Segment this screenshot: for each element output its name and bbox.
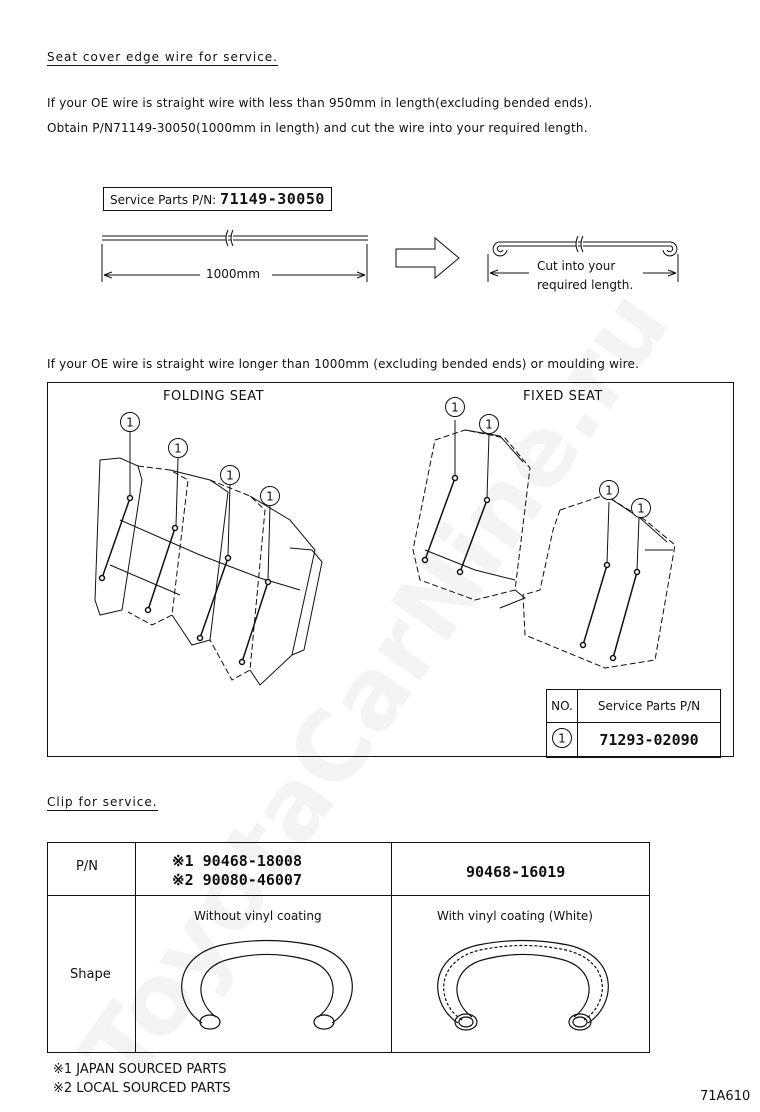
svg-text:1: 1 [637,501,645,516]
paragraph-obtain-part: Obtain P/N71149-30050(1000mm in length) and cut the wire into your required length. [47,121,588,135]
clip-pn-header: P/N [76,859,98,874]
svg-text:1: 1 [226,468,234,483]
section-heading-clip: Clip for service. [47,795,158,809]
clip-uncoated-illustration [172,935,362,1041]
clip-part-number-local: ※2 90080-46007 [172,871,302,889]
callout-1-icon [551,727,573,749]
footnote-local: ※2 LOCAL SOURCED PARTS [53,1081,231,1096]
fixed-seat-illustration [405,417,695,680]
svg-text:1: 1 [558,731,566,746]
clip-part-number-coated: 90468-16019 [466,863,566,881]
fixed-seat-label: FIXED SEAT [523,389,603,404]
length-label: 1000mm [206,267,260,281]
callout-1-icon [119,411,141,433]
clip-shape-header: Shape [70,967,111,982]
svg-text:1: 1 [451,400,459,415]
cut-note-line1: Cut into your [537,259,616,273]
callout-1-icon [598,479,620,501]
callout-1-icon [219,464,241,486]
clip-table [47,842,650,1053]
clip-coated-illustration [428,935,618,1041]
paragraph-long-wire: If your OE wire is straight wire longer than 1000mm (excluding bended ends) or moulding wire. [47,357,640,371]
service-part-number: 71149-30050 [220,190,325,208]
service-part-label: Service Parts P/N: [110,193,217,207]
section-heading-edge-wire: Seat cover edge wire for service. [47,50,278,64]
cut-note-line2: required length. [537,278,634,292]
folding-seat-label: FOLDING SEAT [163,389,265,404]
table-header-no: NO. [547,690,578,723]
clip-caption-uncoated: Without vinyl coating [194,909,322,923]
callout-1-icon [259,485,281,507]
callout-1-icon [478,413,500,435]
table-header-part-number: Service Parts P/N [578,690,721,723]
clip-caption-coated: With vinyl coating (White) [437,909,593,923]
service-part-number-box [103,187,332,211]
page-code: 71A610 [700,1089,751,1104]
clip-part-number-japan: ※1 90468-18008 [172,852,302,870]
callout-1-icon [630,497,652,519]
svg-text:1: 1 [126,415,134,430]
footnote-japan: ※1 JAPAN SOURCED PARTS [53,1062,227,1077]
arrow-right-icon [395,236,461,280]
service-part-table [546,689,721,758]
svg-text:1: 1 [605,483,613,498]
paragraph-short-wire: If your OE wire is straight wire with less than 950mm in length(excluding bended ends). [47,96,593,110]
svg-text:1: 1 [174,441,182,456]
table-cell-no [547,723,578,758]
callout-1-icon [444,396,466,418]
svg-text:1: 1 [485,417,493,432]
folding-seat-illustration [60,440,340,700]
svg-text:1: 1 [266,489,274,504]
callout-1-icon [167,437,189,459]
table-cell-part-number: 71293-02090 [578,723,721,758]
